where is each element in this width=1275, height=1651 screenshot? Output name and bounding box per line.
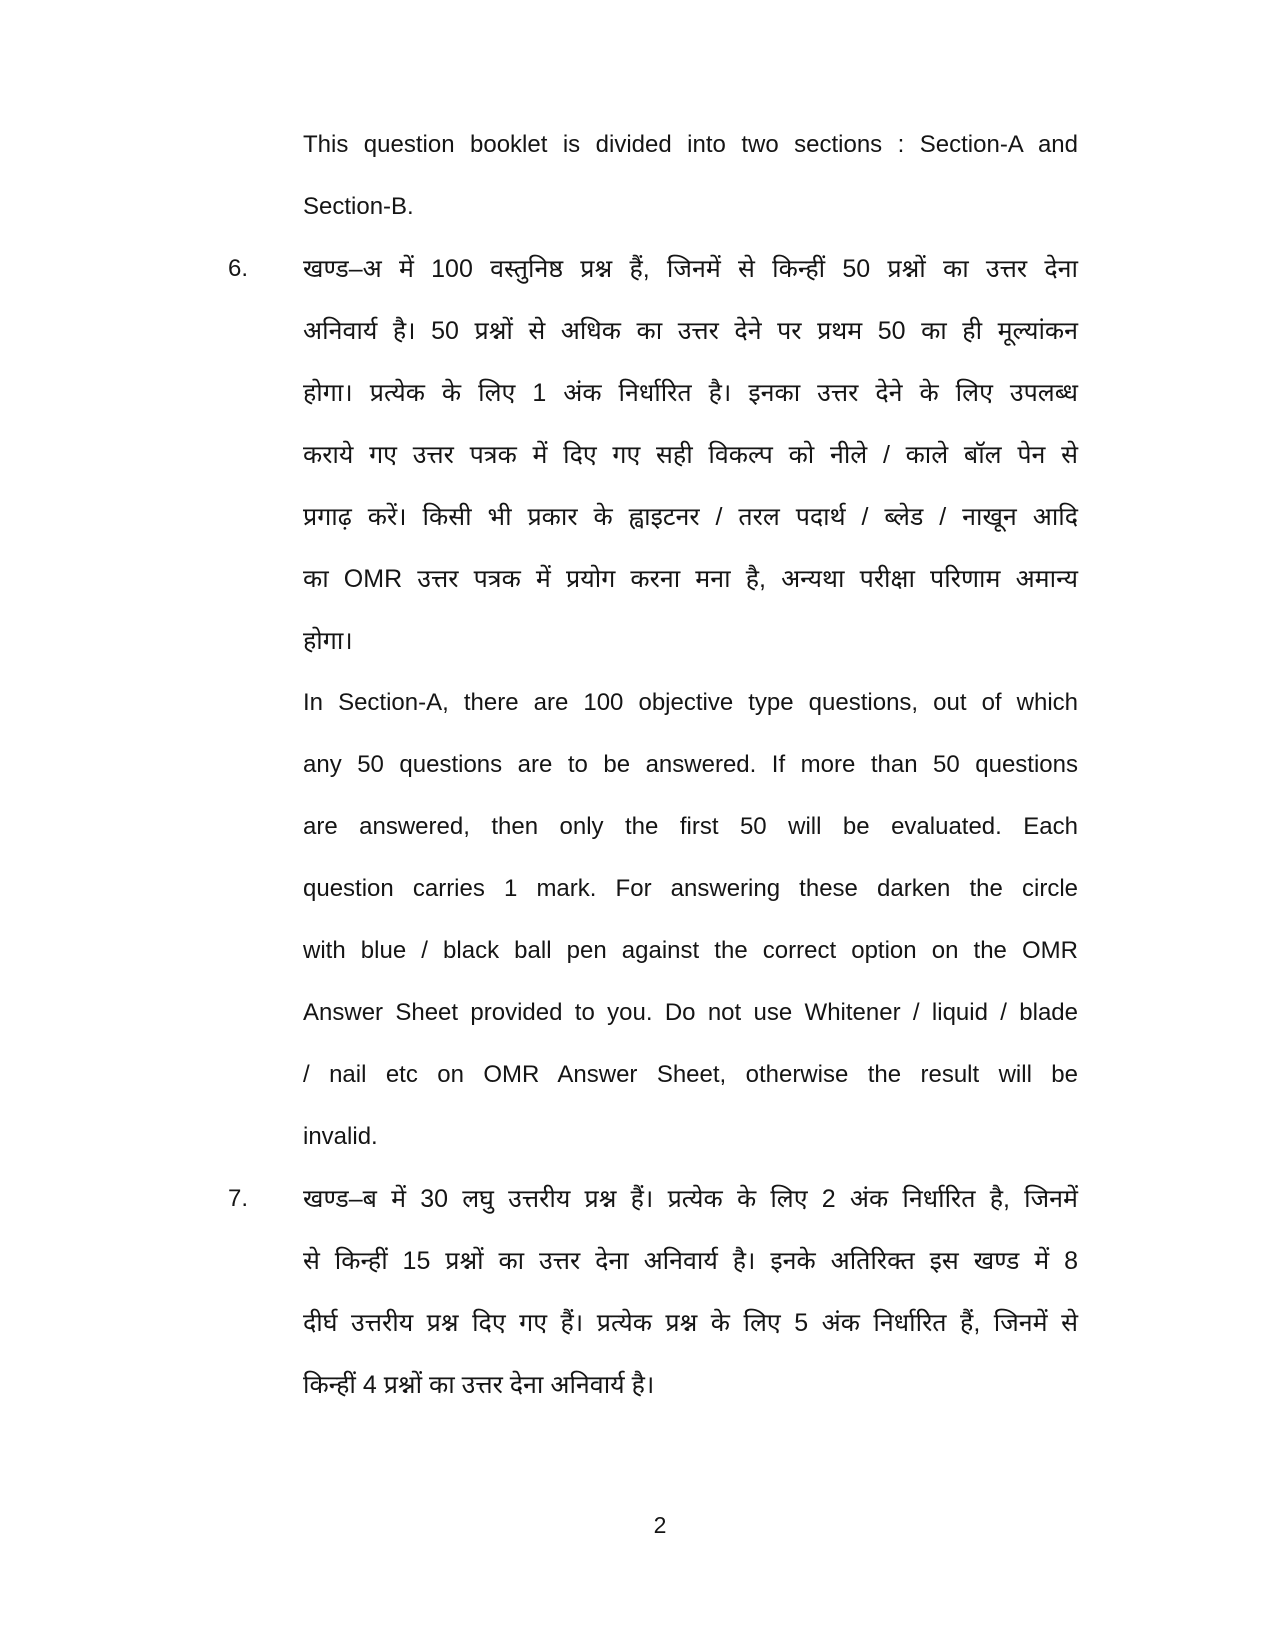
text-line: से किन्हीं 15 प्रश्नों का उत्तर देना अनिवार्य है। इनके अतिरिक्त इस खण्ड में 8: [303, 1247, 1078, 1275]
text-line: कराये गए उत्तर पत्रक में दिए गए सही विकल्प को नीले / काले बॉल पेन से: [303, 441, 1078, 469]
text-line: Section-B.: [303, 193, 414, 220]
text-line: In Section-A, there are 100 objective type questions, out of which: [303, 689, 1078, 716]
text-line: question carries 1 mark. For answering these darken the circle: [303, 875, 1078, 902]
item-7-hindi-paragraph: [303, 1168, 1078, 1416]
text-line: होगा।: [303, 627, 353, 655]
text-line: प्रगाढ़ करें। किसी भी प्रकार के ह्वाइटनर / तरल पदार्थ / ब्लेड / नाखून आदि: [303, 503, 1078, 531]
content-column: [303, 114, 1078, 1416]
text-line: invalid.: [303, 1123, 378, 1150]
text-line: अनिवार्य है। 50 प्रश्नों से अधिक का उत्तर देने पर प्रथम 50 का ही मूल्यांकन: [303, 317, 1078, 345]
intro-english-paragraph: [303, 114, 1078, 238]
text-line: किन्हीं 4 प्रश्नों का उत्तर देना अनिवार्य है।: [303, 1371, 655, 1399]
text-line: Answer Sheet provided to you. Do not use Whitener / liquid / blade: [303, 999, 1078, 1026]
item-6-number: 6.: [228, 255, 249, 282]
text-line: का OMR उत्तर पत्रक में प्रयोग करना मना है, अन्यथा परीक्षा परिणाम अमान्य: [303, 565, 1078, 593]
item-7-number: 7.: [228, 1185, 249, 1212]
text-line: खण्ड–अ में 100 वस्तुनिष्ठ प्रश्न हैं, जिनमें से किन्हीं 50 प्रश्नों का उत्तर देना: [303, 255, 1078, 283]
text-line: दीर्घ उत्तरीय प्रश्न दिए गए हैं। प्रत्येक प्रश्न के लिए 5 अंक निर्धारित हैं, जिनमें से: [303, 1309, 1078, 1337]
item-6-hindi-paragraph: [303, 238, 1078, 672]
item-6-english-paragraph: [303, 672, 1078, 1168]
text-line: / nail etc on OMR Answer Sheet, otherwise the result will be: [303, 1061, 1078, 1088]
text-line: होगा। प्रत्येक के लिए 1 अंक निर्धारित है। इनका उत्तर देने के लिए उपलब्ध: [303, 379, 1078, 407]
text-line: are answered, then only the first 50 will be evaluated. Each: [303, 813, 1078, 840]
text-line: any 50 questions are to be answered. If more than 50 questions: [303, 751, 1078, 778]
text-line: खण्ड–ब में 30 लघु उत्तरीय प्रश्न हैं। प्रत्येक के लिए 2 अंक निर्धारित है, जिनमें: [303, 1185, 1078, 1213]
page-number: 2: [653, 1512, 667, 1538]
text-line: This question booklet is divided into two sections : Section-A and: [303, 131, 1078, 158]
text-line: with blue / black ball pen against the correct option on the OMR: [303, 937, 1078, 964]
